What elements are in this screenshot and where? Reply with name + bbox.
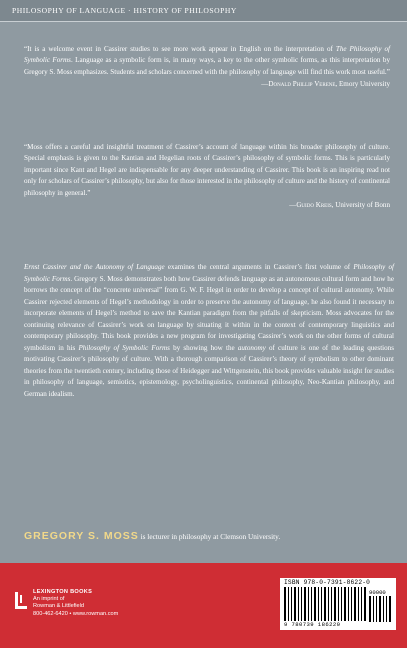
endorsement-1 <box>24 44 390 91</box>
isbn-text: ISBN 978-0-7391-8622-0 <box>284 579 371 586</box>
publisher-contact: 800-462-6420 • www.rowman.com <box>33 610 119 617</box>
endorsement-1-text: “It is a welcome event in Cassirer studies to see more work appear in English on the interpretation of The Philosophy of Symbolic Forms. Language as a symbolic form is, in many ways, a key to the other symbolic forms, as this interpretation by Gregory S. Moss emphasizes. Students and scholars concerned with the philosophy of language will find this work most useful.” <box>24 45 391 76</box>
author-bio-text: is lecturer in philosophy at Clemson University. <box>138 532 281 541</box>
author-bio <box>24 530 394 542</box>
isbn-barcode <box>284 587 366 621</box>
publisher-imprint-line: An imprint of <box>33 596 65 603</box>
top-banner <box>0 0 407 22</box>
publisher-logo-icon <box>14 592 28 612</box>
price-barcode <box>369 596 393 622</box>
publisher-name: LEXINGTON BOOKS <box>33 589 93 595</box>
publisher-parent: Rowman & Littlefield <box>33 603 84 610</box>
barcode-digits: 9 780739 186220 <box>284 621 341 628</box>
endorsement-1-attribution: —Donald Phillip Verene, Emory University <box>261 80 390 89</box>
price-code-text: 90000 <box>369 589 386 596</box>
endorsement-2 <box>24 142 390 211</box>
endorsement-2-attribution: —Guido Kreis, University of Bonn <box>289 201 390 210</box>
endorsement-2-text: “Moss offers a careful and insightful treatment of Cassirer’s account of language within his broader philosophy of culture. Special emphasis is given to the Kantian and Hegelian roots of Cassirer’s philosophy of symbolic forms. This is particularly important since Kant and Hegel are indispensable for any deeper understanding of Cassirer. This book is an inspiring read not only for scholars of Cassirer’s philosophy, but also for those interested in the philosophy of culture and the history of continental philosophy in general.” <box>24 143 390 197</box>
book-description: Ernst Cassirer and the Autonomy of Language examines the central arguments in Cassirer’s first volume of Philosophy of Symbolic Forms. Gregory S. Moss demonstrates both how Cassirer defends language as an autonomous cultural form and how he borrows the concept of the “concrete universal” from G. W. F. Hegel in order to develop a concept of cultural autonomy. While Cassirer rejected elements of Hegel’s methodology in order to preserve the autonomy of language, he also found it necessary to incorporate elements of Hegel’s method to save the Kantian paradigm from the pitfalls of skepticism. Moss advocates for the continuing relevance of Cassirer’s work on language by situating it within in the context of contemporary linguistics and contemporary philosophy. This book provides a new program for investigating Cassirer’s work on the other forms of cultural symbolism in his Philosophy of Symbolic Forms by showing how the autonomy of culture is one of the leading questions motivating Cassirer’s philosophy of culture. With a thorough comparison of Cassirer’s theory of symbolism to other dominant theories from the twentieth century, including those of Heidegger and Wittgenstein, this book provides valuable insight for studies in philosophy of language, semiotics, epistemology, psycholinguistics, continental philosophy, Neo-Kantian philosophy, and German idealism. <box>24 263 394 399</box>
category-label: PHILOSOPHY OF LANGUAGE · HISTORY OF PHILOSOPHY <box>12 6 237 15</box>
divider <box>0 21 407 22</box>
publisher-info <box>33 589 118 618</box>
author-name: GREGORY S. MOSS <box>24 530 139 542</box>
